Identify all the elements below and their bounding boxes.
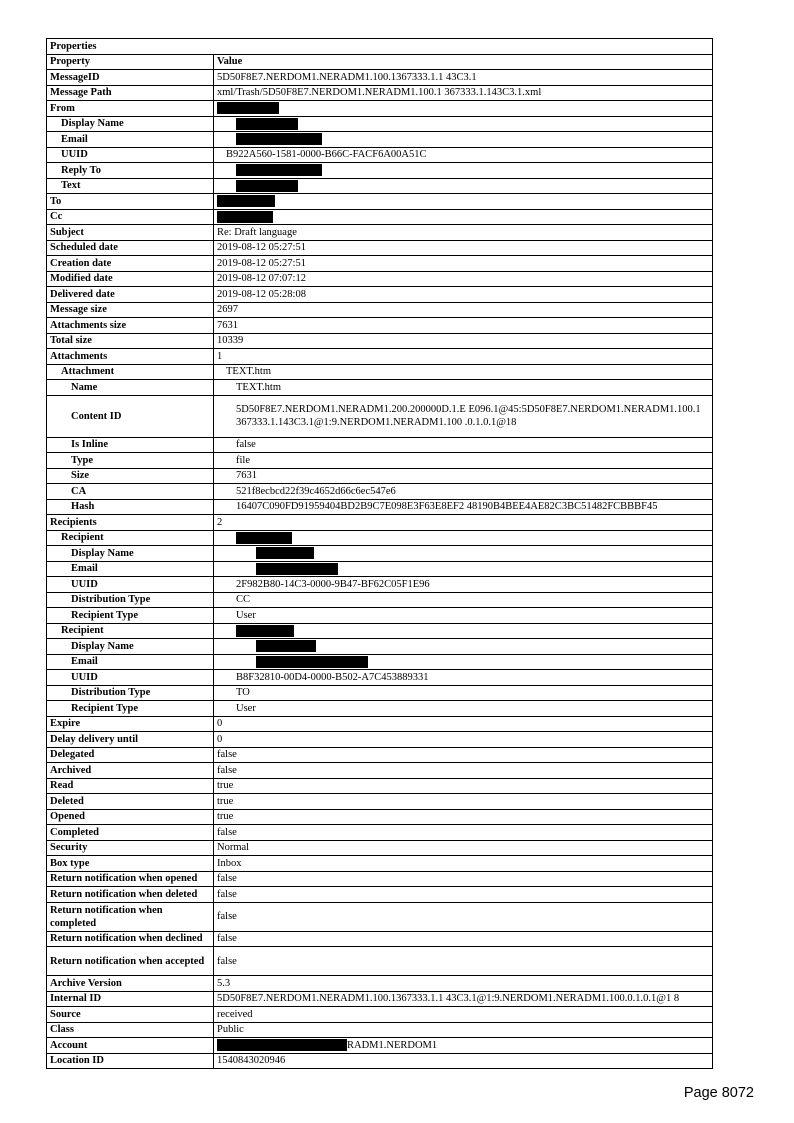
property-label: Deleted <box>47 794 214 810</box>
table-row <box>47 453 713 469</box>
property-value: CC <box>214 592 713 608</box>
property-value: false <box>214 902 713 931</box>
table-row <box>47 976 713 992</box>
property-value: 2019-08-12 05:28:08 <box>214 287 713 303</box>
redaction-bar <box>236 118 298 130</box>
property-value <box>214 178 713 194</box>
redaction-bar <box>256 563 338 575</box>
redaction-bar <box>256 656 368 668</box>
redaction-bar <box>256 640 316 652</box>
redaction-bar <box>236 625 294 637</box>
table-row <box>47 809 713 825</box>
table-row <box>47 747 713 763</box>
table-row <box>47 794 713 810</box>
table-row <box>47 871 713 887</box>
property-value: 5D50F8E7.NERDOM1.NERADM1.200.200000D.1.E E096.1@45:5D50F8E7.NERDOM1.NERADM1.100.1 367333.1.143C3.1@1:9.NERDOM1.NERADM1.100 .0.1.0.1@18 <box>214 395 713 437</box>
property-value: Public <box>214 1022 713 1038</box>
property-value: received <box>214 1007 713 1023</box>
table-row <box>47 349 713 365</box>
table-row <box>47 577 713 593</box>
property-label: Scheduled date <box>47 240 214 256</box>
property-label: Email <box>47 132 214 148</box>
property-label: UUID <box>47 147 214 163</box>
property-label: Read <box>47 778 214 794</box>
property-value: 5D50F8E7.NERDOM1.NERADM1.100.1367333.1.1 43C3.1 <box>214 70 713 86</box>
table-title: Properties <box>47 39 713 55</box>
table-row <box>47 209 713 225</box>
property-label: Internal ID <box>47 991 214 1007</box>
table-row <box>47 225 713 241</box>
property-value: User <box>214 701 713 717</box>
property-value: false <box>214 871 713 887</box>
table-row <box>47 623 713 639</box>
property-value <box>214 1038 713 1054</box>
table-row <box>47 101 713 117</box>
property-value: 1540843020946 <box>214 1053 713 1069</box>
table-row <box>47 395 713 437</box>
property-label: To <box>47 194 214 210</box>
property-value <box>214 530 713 546</box>
property-value: Normal <box>214 840 713 856</box>
property-label: Recipient <box>47 530 214 546</box>
property-label: From <box>47 101 214 117</box>
property-label: Modified date <box>47 271 214 287</box>
property-label: Return notification when accepted <box>47 947 214 976</box>
table-row <box>47 1007 713 1023</box>
property-value: true <box>214 809 713 825</box>
table-row <box>47 670 713 686</box>
property-value: false <box>214 747 713 763</box>
property-label: Return notification when declined <box>47 931 214 947</box>
property-label: Recipients <box>47 515 214 531</box>
table-row <box>47 608 713 624</box>
table-row <box>47 256 713 272</box>
table-row <box>47 178 713 194</box>
property-value <box>214 163 713 179</box>
redaction-bar <box>217 195 275 207</box>
property-label: Display Name <box>47 639 214 655</box>
table-row <box>47 561 713 577</box>
property-value: false <box>214 947 713 976</box>
property-value <box>214 209 713 225</box>
property-label: Is Inline <box>47 437 214 453</box>
property-value: 0 <box>214 732 713 748</box>
property-value: 16407C090FD91959404BD2B9C7E098E3F63E8EF2 48190B4BEE4AE82C3BC51482FCBBBF45 <box>214 499 713 515</box>
property-value <box>214 623 713 639</box>
table-row <box>47 732 713 748</box>
properties-document <box>46 38 712 1069</box>
property-value: 7631 <box>214 468 713 484</box>
table-row <box>47 194 713 210</box>
property-label: Recipient Type <box>47 608 214 624</box>
property-value: false <box>214 437 713 453</box>
property-label: Opened <box>47 809 214 825</box>
property-label: Box type <box>47 856 214 872</box>
property-value: 2019-08-12 05:27:51 <box>214 256 713 272</box>
table-row <box>47 1038 713 1054</box>
property-label: CA <box>47 484 214 500</box>
property-value: Inbox <box>214 856 713 872</box>
property-value <box>214 116 713 132</box>
property-label: Text <box>47 178 214 194</box>
properties-table <box>46 38 713 1069</box>
table-row <box>47 840 713 856</box>
table-row <box>47 132 713 148</box>
property-label: Creation date <box>47 256 214 272</box>
table-row <box>47 1022 713 1038</box>
table-row <box>47 318 713 334</box>
table-row <box>47 856 713 872</box>
table-row <box>47 364 713 380</box>
property-label: Email <box>47 561 214 577</box>
property-label: Message Path <box>47 85 214 101</box>
redaction-bar <box>236 532 292 544</box>
property-value: 7631 <box>214 318 713 334</box>
property-label: Attachment <box>47 364 214 380</box>
table-row <box>47 468 713 484</box>
property-label: Cc <box>47 209 214 225</box>
property-value: TO <box>214 685 713 701</box>
table-row <box>47 163 713 179</box>
property-value: false <box>214 763 713 779</box>
table-row <box>47 530 713 546</box>
redaction-bar <box>236 180 298 192</box>
property-label: Display Name <box>47 116 214 132</box>
table-row <box>47 302 713 318</box>
redaction-bar <box>236 133 322 145</box>
property-label: Return notification when completed <box>47 902 214 931</box>
table-row <box>47 592 713 608</box>
table-row <box>47 333 713 349</box>
table-row <box>47 116 713 132</box>
header-row <box>47 54 713 70</box>
table-row <box>47 515 713 531</box>
property-value: B922A560-1581-0000-B66C-FACF6A00A51C <box>214 147 713 163</box>
table-row <box>47 701 713 717</box>
property-value <box>214 101 713 117</box>
property-label: Class <box>47 1022 214 1038</box>
property-value: User <box>214 608 713 624</box>
property-label: UUID <box>47 670 214 686</box>
property-value: 1 <box>214 349 713 365</box>
property-label: Delivered date <box>47 287 214 303</box>
page-number: Page 8072 <box>683 1085 754 1101</box>
property-value: TEXT.htm <box>214 380 713 396</box>
property-label: Recipient Type <box>47 701 214 717</box>
table-row <box>47 147 713 163</box>
property-value <box>214 639 713 655</box>
property-value: 0 <box>214 716 713 732</box>
table-row <box>47 85 713 101</box>
property-label: Security <box>47 840 214 856</box>
property-value: 2F982B80-14C3-0000-9B47-BF62C05F1E96 <box>214 577 713 593</box>
redaction-bar <box>217 1039 347 1051</box>
property-value: TEXT.htm <box>214 364 713 380</box>
property-label: Total size <box>47 333 214 349</box>
property-value <box>214 132 713 148</box>
table-row <box>47 240 713 256</box>
property-label: Account <box>47 1038 214 1054</box>
property-label: Size <box>47 468 214 484</box>
property-label: Type <box>47 453 214 469</box>
table-row <box>47 1053 713 1069</box>
property-label: Return notification when opened <box>47 871 214 887</box>
property-label: Reply To <box>47 163 214 179</box>
property-value: file <box>214 453 713 469</box>
property-label: Source <box>47 1007 214 1023</box>
property-label: Distribution Type <box>47 592 214 608</box>
property-label: Display Name <box>47 546 214 562</box>
table-row <box>47 70 713 86</box>
property-column-header: Property <box>47 54 214 70</box>
value-column-header: Value <box>214 54 713 70</box>
table-row <box>47 947 713 976</box>
property-value: 2019-08-12 05:27:51 <box>214 240 713 256</box>
property-value: xml/Trash/5D50F8E7.NERDOM1.NERADM1.100.1 367333.1.143C3.1.xml <box>214 85 713 101</box>
property-label: Attachments <box>47 349 214 365</box>
property-value: 2019-08-12 07:07:12 <box>214 271 713 287</box>
table-row <box>47 991 713 1007</box>
property-label: Distribution Type <box>47 685 214 701</box>
redaction-bar <box>217 211 273 223</box>
property-label: UUID <box>47 577 214 593</box>
property-value: Re: Draft language <box>214 225 713 241</box>
redaction-bar <box>256 547 314 559</box>
account-visible-text: RADM1.NERDOM1 <box>347 1039 438 1051</box>
property-value: 10339 <box>214 333 713 349</box>
property-label: Email <box>47 654 214 670</box>
property-label: Message size <box>47 302 214 318</box>
property-label: Archive Version <box>47 976 214 992</box>
table-row <box>47 484 713 500</box>
table-row <box>47 685 713 701</box>
property-value <box>214 561 713 577</box>
property-label: Completed <box>47 825 214 841</box>
property-value: 5.3 <box>214 976 713 992</box>
property-value: false <box>214 887 713 903</box>
table-row <box>47 716 713 732</box>
property-label: Expire <box>47 716 214 732</box>
redaction-bar <box>236 164 322 176</box>
table-row <box>47 887 713 903</box>
property-label: Content ID <box>47 395 214 437</box>
property-label: Delay delivery until <box>47 732 214 748</box>
property-value <box>214 546 713 562</box>
table-row <box>47 654 713 670</box>
property-value <box>214 654 713 670</box>
property-value: false <box>214 931 713 947</box>
property-value: true <box>214 794 713 810</box>
property-value: false <box>214 825 713 841</box>
redaction-bar <box>217 102 279 114</box>
property-value: 521f8ecbcd22f39c4652d66c6ec547e6 <box>214 484 713 500</box>
property-label: Subject <box>47 225 214 241</box>
property-value: 5D50F8E7.NERDOM1.NERADM1.100.1367333.1.1 43C3.1@1:9.NERDOM1.NERADM1.100.0.1.0.1@1 8 <box>214 991 713 1007</box>
table-row <box>47 546 713 562</box>
table-title-row <box>47 39 713 55</box>
table-row <box>47 437 713 453</box>
property-value: 2697 <box>214 302 713 318</box>
property-label: Recipient <box>47 623 214 639</box>
table-row <box>47 499 713 515</box>
property-label: Delegated <box>47 747 214 763</box>
property-value: true <box>214 778 713 794</box>
property-value: 2 <box>214 515 713 531</box>
table-row <box>47 380 713 396</box>
property-value <box>214 194 713 210</box>
property-label: Location ID <box>47 1053 214 1069</box>
table-row <box>47 271 713 287</box>
table-row <box>47 287 713 303</box>
property-label: Archived <box>47 763 214 779</box>
table-row <box>47 763 713 779</box>
property-label: Attachments size <box>47 318 214 334</box>
property-label: MessageID <box>47 70 214 86</box>
table-row <box>47 825 713 841</box>
table-row <box>47 931 713 947</box>
table-row <box>47 902 713 931</box>
property-value: B8F32810-00D4-0000-B502-A7C453889331 <box>214 670 713 686</box>
property-label: Name <box>47 380 214 396</box>
property-label: Hash <box>47 499 214 515</box>
property-label: Return notification when deleted <box>47 887 214 903</box>
table-row <box>47 639 713 655</box>
table-row <box>47 778 713 794</box>
